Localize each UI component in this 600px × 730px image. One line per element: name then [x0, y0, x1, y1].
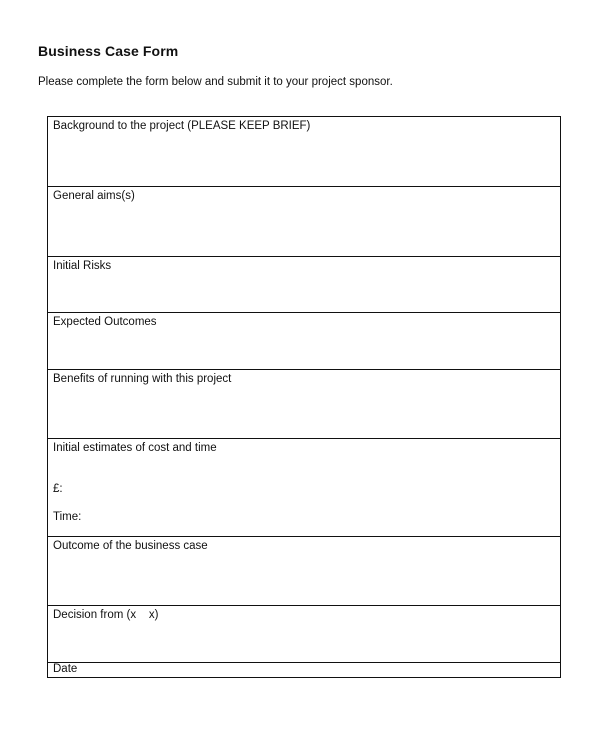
field-label-time: Time:	[53, 511, 82, 523]
field-label-expected-outcomes: Expected Outcomes	[53, 316, 157, 328]
field-label-initial-risks: Initial Risks	[53, 260, 112, 272]
field-label-benefits: Benefits of running with this project	[53, 373, 232, 385]
field-label-outcome: Outcome of the business case	[53, 540, 208, 552]
field-label-date: Date	[53, 663, 78, 675]
form-row-general-aims[interactable]	[48, 187, 560, 257]
field-label-cost-time: Initial estimates of cost and time	[53, 442, 217, 454]
field-label-decision: Decision from (x x)	[53, 609, 159, 621]
form-row-initial-risks[interactable]	[48, 257, 560, 313]
form-row-decision[interactable]	[48, 606, 560, 663]
form-instructions: Please complete the form below and submit it to your project sponsor.	[38, 76, 393, 88]
form-row-expected-outcomes[interactable]	[48, 313, 560, 370]
business-case-form-table	[47, 116, 561, 678]
form-row-date[interactable]	[48, 663, 560, 676]
field-label-general-aims: General aims(s)	[53, 190, 135, 202]
field-label-background: Background to the project (PLEASE KEEP BRIEF)	[53, 120, 311, 132]
form-row-cost-time-estimates[interactable]	[48, 439, 560, 537]
form-row-outcome[interactable]	[48, 537, 560, 606]
field-label-cost: £:	[53, 483, 63, 495]
form-row-benefits[interactable]	[48, 370, 560, 439]
form-title: Business Case Form	[38, 43, 179, 59]
form-row-background[interactable]	[48, 117, 560, 187]
